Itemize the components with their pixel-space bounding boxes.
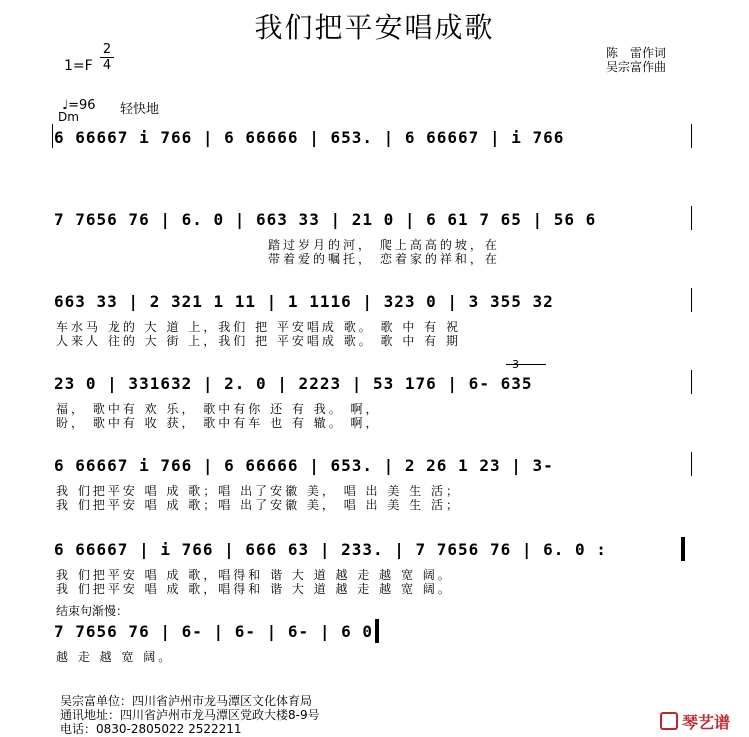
notation-line-3: 663 33 | 2 321 1 11 | 1 1116 | 323 0 | 3 355 32 xyxy=(54,292,554,311)
final-barline xyxy=(375,619,379,643)
barline xyxy=(691,206,692,230)
notation-line-4: 23 0 | 331632 | 2. 0 | 2223 | 53 176 | 6- 635 xyxy=(54,374,533,393)
key-signature: 1=F xyxy=(64,58,93,74)
footer-phone: 电话：0830-2805022 2522211 xyxy=(60,722,242,736)
tempo-word: 轻快地 xyxy=(120,102,160,117)
notation-line-6: 6 66667 | i 766 | 666 63 | 233. | 7 7656 76 | 6. 0 : xyxy=(54,540,607,559)
lyrics-line-7: 越 走 越 宽 阔。 xyxy=(56,650,174,664)
triplet-bracket xyxy=(506,364,546,365)
notation-line-5: 6 66667 i 766 | 6 66666 | 653. | 2 26 1 23 | 3- xyxy=(54,456,554,475)
lyrics-line-3b: 人来人 往的 大 街 上，我们 把 平安唱成 歌。 歌 中 有 期 xyxy=(56,334,461,348)
lyrics-line-2a: 踏过岁月的河， 爬上高高的坡，在 xyxy=(268,238,500,252)
ending-label: 结束句渐慢： xyxy=(56,604,129,618)
lyrics-line-4a: 福， 歌中有 欢 乐， 歌中有你 还 有 我。 啊， xyxy=(56,402,381,416)
lyrics-line-6a: 我 们把平安 唱 成 歌，唱得和 谐 大 道 越 走 越 宽 阔。 xyxy=(56,568,453,582)
barline xyxy=(691,288,692,312)
time-signature xyxy=(100,42,114,73)
composer-credit: 吴宗富作曲 xyxy=(606,60,667,74)
footer-address: 通讯地址：四川省泸州市龙马潭区党政大楼8-9号 xyxy=(60,708,320,722)
barline xyxy=(52,124,53,148)
lyrics-line-3a: 车水马 龙的 大 道 上，我们 把 平安唱成 歌。 歌 中 有 祝 xyxy=(56,320,461,334)
notation-line-2: 7 7656 76 | 6. 0 | 663 33 | 21 0 | 6 61 7 65 | 56 6 xyxy=(54,210,597,229)
lyricist-credit: 陈 雷作词 xyxy=(606,46,667,60)
barline xyxy=(691,452,692,476)
barline xyxy=(691,370,692,394)
notation-line-7: 7 7656 76 | 6- | 6- | 6- | 6 0 xyxy=(54,622,373,641)
footer-unit: 吴宗富单位：四川省泸州市龙马潭区文化体育局 xyxy=(60,694,313,708)
lyrics-line-6b: 我 们把平安 唱 成 歌，唱得和 谐 大 道 越 走 越 宽 阔。 xyxy=(56,582,453,596)
lyrics-line-5b: 我 们把平安 唱 成 歌；唱 出了安徽 美， 唱 出 美 生 活； xyxy=(56,498,461,512)
notation-line-1: 6 66667 i 766 | 6 66666 | 653. | 6 66667 | i 766 xyxy=(54,128,565,147)
logo-text: 琴艺谱 xyxy=(682,713,731,732)
repeat-end-barline xyxy=(681,537,685,561)
lyrics-line-2b: 带着爱的嘱托， 恋着家的祥和，在 xyxy=(268,252,500,266)
lyrics-line-4b: 盼， 歌中有 收 获， 歌中有车 也 有 辙。 啊， xyxy=(56,416,381,430)
tempo-marking: ♩=96 xyxy=(62,98,96,113)
page-title: 我们把平安唱成歌 xyxy=(254,11,495,44)
lyrics-line-5a: 我 们把平安 唱 成 歌；唱 出了安徽 美， 唱 出 美 生 活； xyxy=(56,484,461,498)
site-logo xyxy=(660,710,730,733)
chord-label: Dm xyxy=(58,110,79,124)
time-sig-bottom: 4 xyxy=(100,57,114,73)
barline xyxy=(691,124,692,148)
time-sig-top: 2 xyxy=(102,42,112,57)
logo-icon xyxy=(660,712,678,730)
